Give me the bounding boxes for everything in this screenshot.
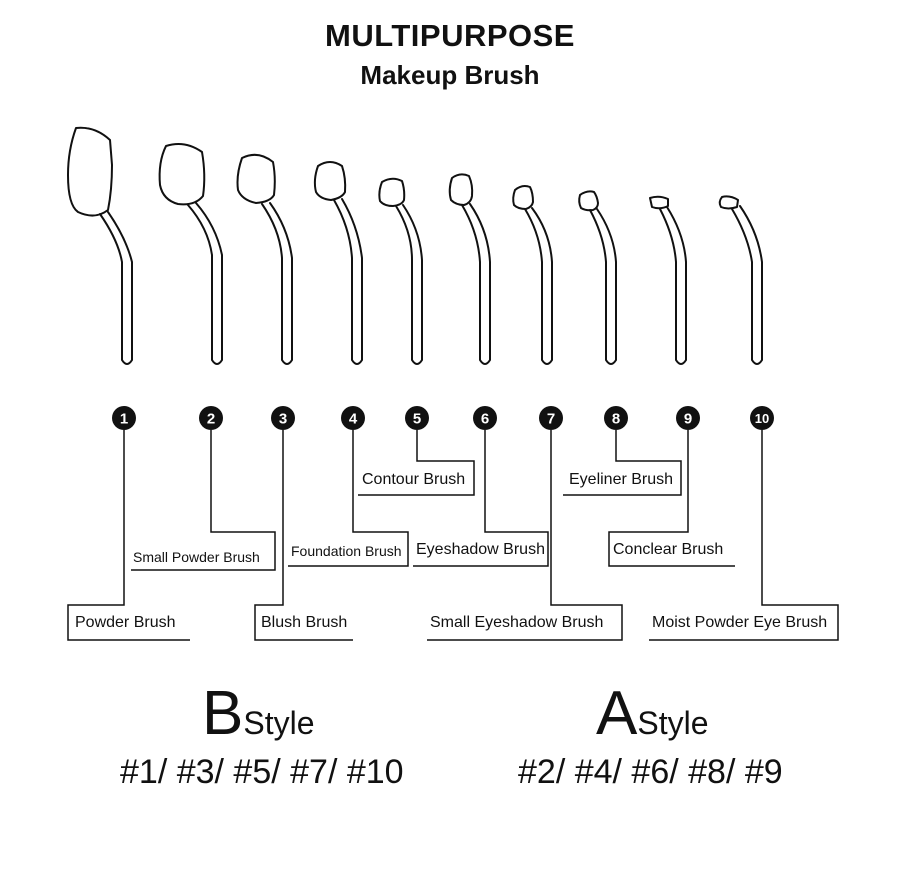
brush-6-illustration xyxy=(450,174,490,364)
label-contour-brush: Contour Brush xyxy=(362,471,466,488)
marker-9-number: 9 xyxy=(683,410,693,428)
brush-3-illustration xyxy=(238,155,293,364)
label-blush-brush: Blush Brush xyxy=(261,614,348,631)
marker-6-number: 6 xyxy=(480,410,490,428)
brush-9-illustration xyxy=(650,197,686,364)
brush-7-illustration xyxy=(513,186,552,364)
brush-10-illustration xyxy=(720,196,762,364)
label-moist-powder-eye-brush: Moist Powder Eye Brush xyxy=(652,614,828,631)
a-style-word: Style xyxy=(637,705,709,741)
label-small-powder-brush: Small Powder Brush xyxy=(133,549,260,565)
marker-1-number: 1 xyxy=(119,410,129,428)
b-style-letter: B xyxy=(202,679,244,748)
a-style-numbers: #2/ #4/ #6/ #8/ #9 xyxy=(518,753,783,791)
page-subtitle: Makeup Brush xyxy=(360,60,540,90)
label-conclear-brush: Conclear Brush xyxy=(613,541,724,558)
label-foundation-brush: Foundation Brush xyxy=(291,543,402,559)
brush-8-illustration xyxy=(579,191,616,364)
marker-4-number: 4 xyxy=(348,410,358,428)
callout-lines xyxy=(68,430,838,640)
a-style-heading xyxy=(596,678,709,749)
marker-5-number: 5 xyxy=(412,410,422,428)
marker-8-number: 8 xyxy=(611,410,621,428)
marker-2-number: 2 xyxy=(206,410,216,428)
a-style-letter: A xyxy=(596,679,638,748)
label-small-eyeshadow-brush: Small Eyeshadow Brush xyxy=(430,614,604,631)
b-style-numbers: #1/ #3/ #5/ #7/ #10 xyxy=(120,753,404,791)
brush-5-illustration xyxy=(379,179,422,364)
marker-10-number: 10 xyxy=(754,411,770,426)
number-markers xyxy=(112,406,774,430)
marker-7-number: 7 xyxy=(546,410,556,428)
label-powder-brush: Powder Brush xyxy=(75,614,176,631)
brush-2-illustration xyxy=(160,144,222,364)
label-eyeliner-brush: Eyeliner Brush xyxy=(569,471,674,488)
brush-4-illustration xyxy=(315,162,362,364)
b-style-word: Style xyxy=(243,705,315,741)
label-eyeshadow-brush: Eyeshadow Brush xyxy=(416,541,545,558)
marker-3-number: 3 xyxy=(278,410,288,428)
brush-1-illustration xyxy=(68,128,132,364)
page-title: MULTIPURPOSE xyxy=(325,18,575,53)
b-style-heading xyxy=(202,678,315,749)
